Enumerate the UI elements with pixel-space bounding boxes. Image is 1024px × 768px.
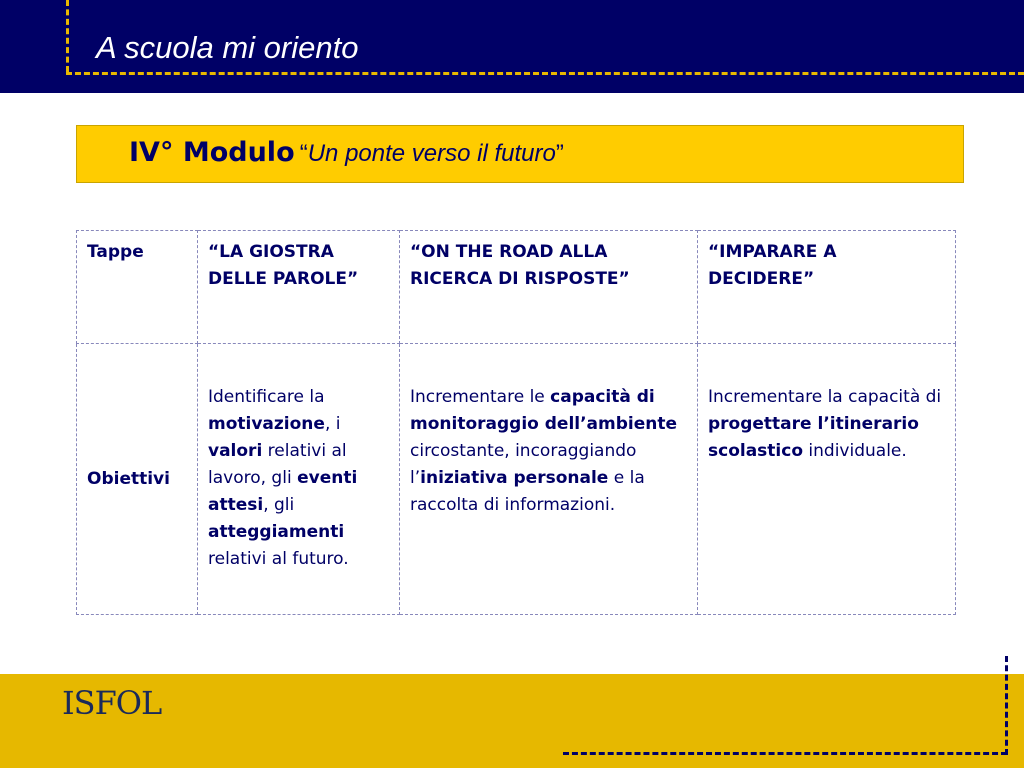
- module-subtitle: “Un ponte verso il futuro”: [299, 140, 564, 167]
- isfol-logo: ISFOL: [62, 684, 162, 722]
- objective-1: Identificare la motivazione, i valori relativi al lavoro, gli eventi attesi, gli atteggiamenti relativi al futuro.: [198, 344, 400, 615]
- table-row: [77, 231, 956, 344]
- footer-horizontal-dashed-line: [563, 752, 1007, 755]
- module-banner: [76, 125, 964, 183]
- stage-1-title: “LA GIOSTRA DELLE PAROLE”: [198, 231, 400, 344]
- module-title: IV° Modulo: [129, 137, 295, 168]
- footer-vertical-dashed-line: [1005, 656, 1008, 755]
- header-horizontal-dashed-line: [66, 72, 1024, 75]
- header-bar: [0, 0, 1024, 93]
- module-heading: [129, 137, 564, 168]
- row-label-obiettivi: Obiettivi: [77, 344, 198, 615]
- objectives-table: [76, 230, 956, 615]
- stage-3-title: “IMPARARE A DECIDERE”: [698, 231, 956, 344]
- stage-2-title: “ON THE ROAD ALLA RICERCA DI RISPOSTE”: [400, 231, 698, 344]
- table-row: [77, 344, 956, 615]
- row-label-tappe: Tappe: [77, 231, 198, 344]
- header-vertical-dashed-line: [66, 0, 69, 72]
- objective-3: Incrementare la capacità di progettare l’itinerario scolastico individuale.: [698, 344, 956, 615]
- footer-bar: [0, 674, 1024, 768]
- page-title: A scuola mi oriento: [96, 30, 359, 65]
- objective-2: Incrementare le capacità di monitoraggio dell’ambiente circostante, incoraggiando l’iniziativa personale e la raccolta di informazioni.: [400, 344, 698, 615]
